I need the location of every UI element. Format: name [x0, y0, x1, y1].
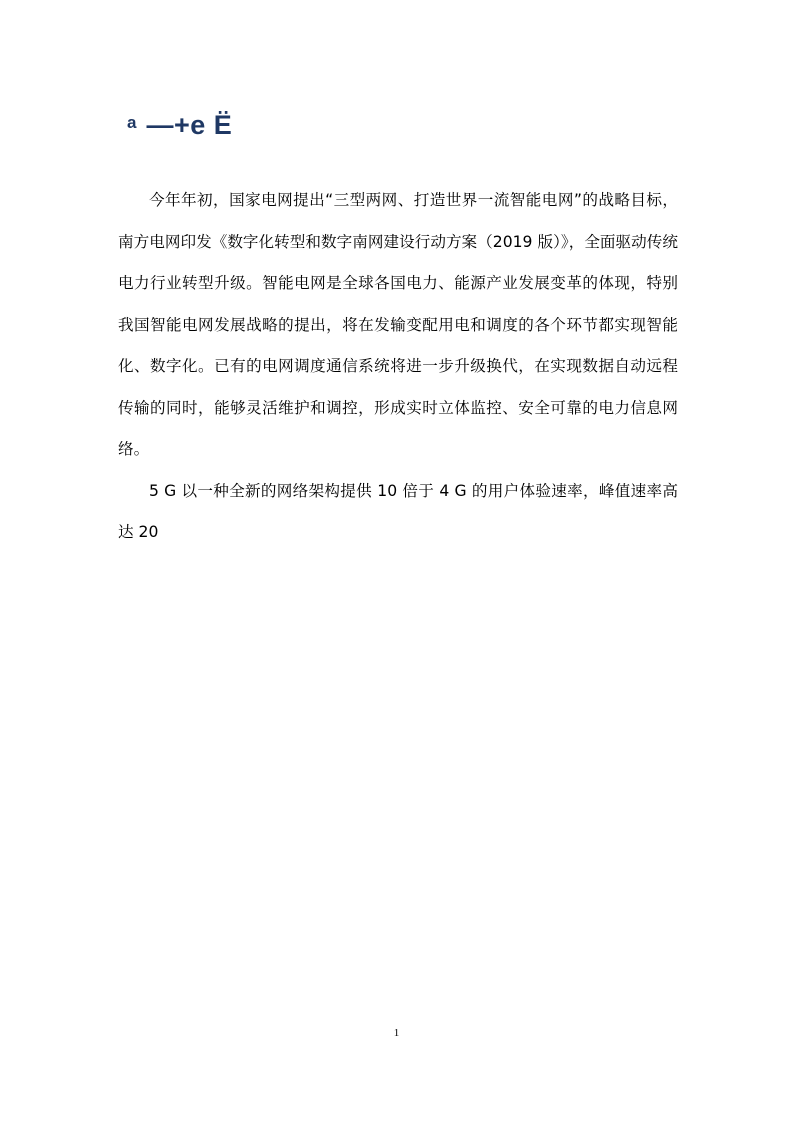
paragraph-2: 5 G 以一种全新的网络架构提供 10 倍于 4 G 的用户体验速率，峰值速率高达 20 — [118, 481, 678, 541]
heading-superscript: a — [127, 113, 137, 132]
paragraph-1: 今年年初，国家电网提出“三型两网、打造世界一流智能电网”的战略目标，南方电网印发《数字化转型和数字南网建设行动方案（2019 版）》，全面驱动传统电力行业转型升级。智能电网是全球各国电力、能源产业发展变革的体现，特别我国智能电网发展战略的提出，将在发输变配用电和调度的各个环节都实现智能化、数字化。已有的电网调度通信系统将进一步升级换代，在实现数据自动远程传输的同时，能够灵活维护和调控，形成实时立体监控、安全可靠的电力信息网络。 — [118, 191, 678, 458]
body-text — [118, 180, 678, 554]
page-number: 1 — [393, 1027, 400, 1039]
heading-text: —+e Ë — [146, 110, 233, 140]
section-heading — [127, 112, 232, 139]
